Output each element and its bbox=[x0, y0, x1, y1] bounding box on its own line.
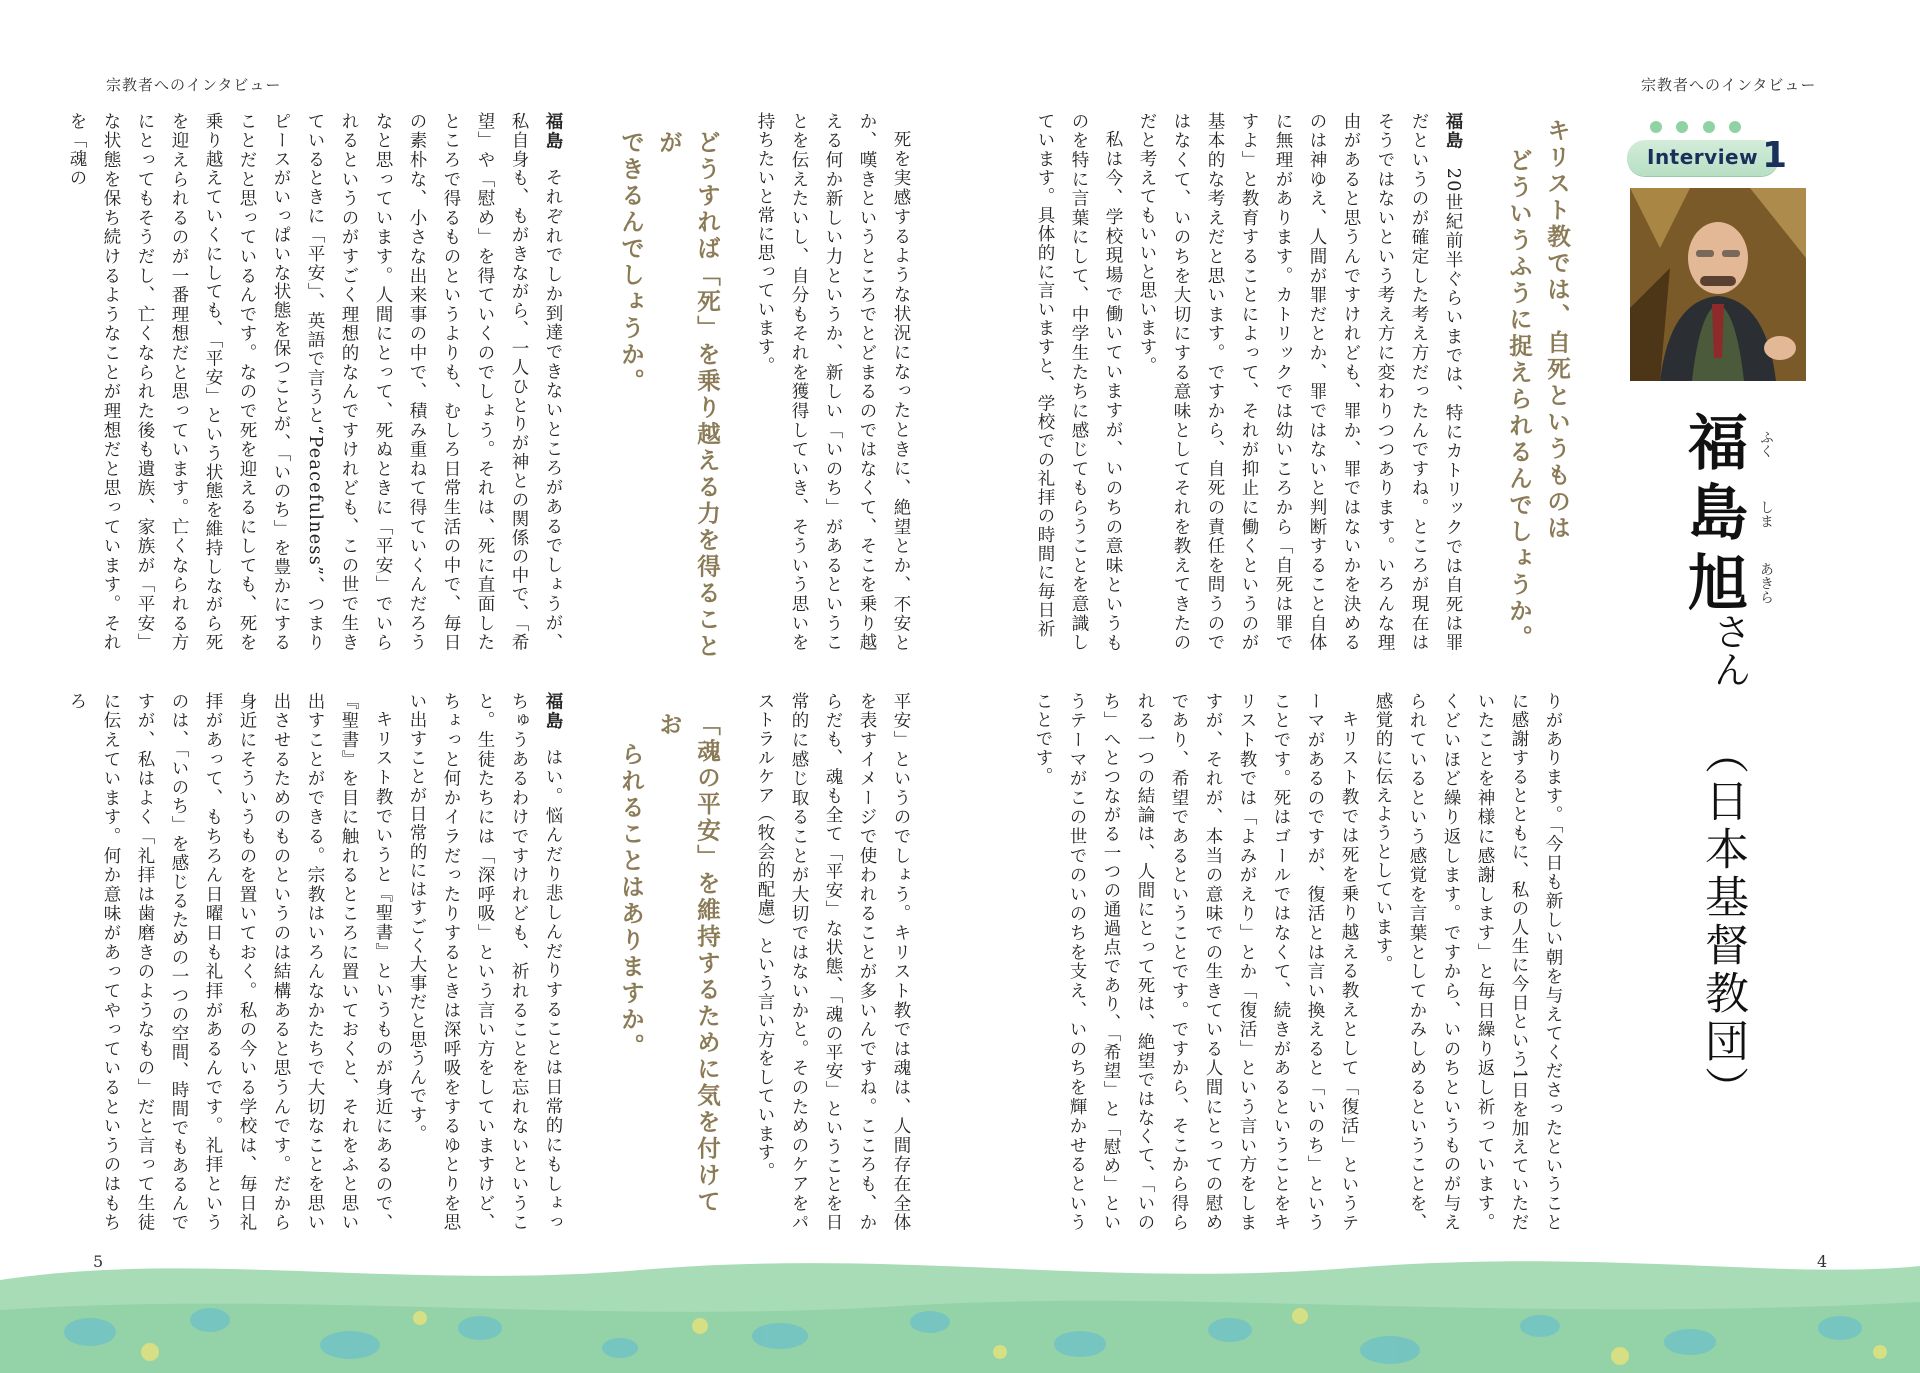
paragraph: キリスト教では死を乗り越える教えとして「復活」というテーマがあるのですが、復活とは言い換えると「いのち」ということです。死はゴールではなくて、続きがあるということをキリスト教では「よみがえり」とか「復活」という言い方をしますが、それが、本当の意味での生きている人間にとっての慰めであり、希望であるということです。ですから、そこから得られる一つの結論は、人間にとって死は、絶望ではなくて、「いのち」へとつながる一つの通過点であり、「希望」と「慰め」というテーマがこの世でのいのちを支え、いのちを輝かせるということです。 bbox=[1033, 692, 1359, 1232]
question-1 bbox=[1500, 118, 1576, 678]
banner-dot bbox=[1650, 121, 1662, 133]
question-2-line-2: できるんでしょうか。 bbox=[617, 130, 645, 395]
honorific: さん bbox=[1707, 612, 1751, 688]
paragraph: 20世紀前半ぐらいまでは、特にカトリックでは自死は罪だというのが確定した考え方だったんですね。ところが現在はそうではないという考え方に変わりつつあります。いろんな理由があると思うんですけれども、罪か、罪ではないかを決めるのは神ゆえ、人間が罪だとか、罪ではないと判断すること自体に無理があります。カトリックでは幼いころから「自死は罪ですよ」と教育することによって、それが抑止に働くというのが基本的な考えだと思います。ですから、自死の責任を問うのではなくて、いのちを大切にする意味としてそれを教えてきたのだと考えてもいいと思います。 bbox=[1137, 112, 1463, 652]
question-3-line-2: られることはありますか。 bbox=[617, 742, 645, 1060]
question-3 bbox=[612, 712, 726, 1232]
decorative-wave bbox=[0, 1240, 1920, 1373]
name-char-2: 島 bbox=[1688, 479, 1748, 549]
paragraph: 平安」というのでしょう。キリスト教では魂は、人間存在全体を表すイメージで使われることが多いんですね。こころも、からだも、魂も全て「平安」な状態、「魂の平安」ということを日常的に感じ取ることが大切ではないかと。そのためのケアをパストラルケア（牧会的配慮）という言い方をしています。 bbox=[755, 692, 911, 1232]
banner-dot bbox=[1729, 121, 1741, 133]
portrait-icon bbox=[1630, 188, 1806, 381]
banner-dot bbox=[1676, 121, 1688, 133]
question-2 bbox=[612, 130, 726, 670]
running-title-right: 宗教者へのインタビュー bbox=[1641, 76, 1817, 94]
right-bottom-column bbox=[1033, 692, 1570, 1232]
question-3-line-1: 「魂の平安」を維持するために気を付けてお bbox=[655, 712, 721, 1216]
portrait-photo bbox=[1630, 188, 1806, 381]
speaker-label: 福島 bbox=[543, 112, 563, 151]
ruby-3: あきら bbox=[1758, 562, 1774, 604]
interview-number: 1 bbox=[1762, 135, 1788, 176]
left-bottom-left-column bbox=[67, 692, 570, 1232]
paragraph: はい。悩んだり悲しんだりすることは日常的にもしょっちゅうあるわけですけれども、祈れることを忘れないということ。生徒たちには「深呼吸」という言い方をしていますけど、ちょっと何かイラだったりするときは深呼吸をするゆとりを思い出すことが日常的にはすごく大事だと思うんです。 bbox=[407, 692, 563, 1232]
running-title-left: 宗教者へのインタビュー bbox=[106, 76, 282, 94]
question-1-line-2: どういうふうに捉えられるんでしょうか。 bbox=[1505, 148, 1533, 652]
organization: （日本基督教団） bbox=[1697, 730, 1748, 1114]
left-top-right-column bbox=[718, 112, 918, 652]
question-1-line-1: キリスト教では、自死というものは bbox=[1543, 118, 1571, 542]
paragraph: キリスト教でいうと『聖書』というものが身近にあるので、『聖書』を目に触れるところに置いておくと、それをふと思い出すことができる。宗教はいろんなかたちで大切なことを思い出させるためのものというのは結構あると思うんです。だから身近にそういうものを置いておく。私の今いる学校は、毎日礼拝があって、もちろん日曜日も礼拝があるんです。礼拝というのは、「いのち」を感じるための一つの空間、時間でもあるんですが、私はよく「礼拝は歯磨きのようなもの」だと言って生徒に伝えています。何か意味があってやっているというのはもちろ bbox=[67, 692, 393, 1232]
ruby-1: ふく bbox=[1758, 430, 1774, 458]
paragraph: 死を実感するような状況になったときに、絶望とか、不安とか、嘆きというところでとどまるのではなくて、そこを乗り越える何か新しい力というか、新しい「いのち」があるということを伝えたいし、自分もそれを獲得していき、そういう思いを持ちたいと常に思っています。 bbox=[755, 112, 911, 652]
paragraph: りがあります。「今日も新しい朝を与えてくださったということに感謝するとともに、私の人生に今日という1日を加えていただいたことを神様に感謝します」と毎日繰り返し祈っています。くどいほど繰り返します。ですから、いのちというものが与えられているという感覚を言葉としてかみしめるということを、感覚的に伝えようとしています。 bbox=[1373, 692, 1563, 1232]
left-top-left-column bbox=[67, 112, 570, 652]
interview-label: Interview bbox=[1647, 145, 1759, 169]
right-top-column bbox=[1035, 112, 1470, 652]
question-2-line-1: どうすれば「死」を乗り越える力を得ることが bbox=[655, 130, 721, 660]
page-number-left: 5 bbox=[93, 1252, 104, 1271]
ruby-2: しま bbox=[1758, 500, 1774, 528]
page-number-right: 4 bbox=[1817, 1252, 1828, 1271]
left-bottom-right-column bbox=[718, 692, 918, 1232]
speaker-label: 福島 bbox=[1443, 112, 1463, 151]
paragraph: それぞれでしか到達できないところがあるでしょうが、私自身も、もがきながら、一人ひとりが神との関係の中で、「希望」や「慰め」を得ていくのでしょう。それは、死に直面したところで得るものというよりも、むしろ日常生活の中で、毎日の素朴な、小さな出来事の中で、積み重ねて得ていくんだろうなと思っています。人間にとって、死ぬときに「平安」でいられるというのがすごく理想的なんですけれども、この世で生きているときに「平安」、英語で言うと“Peacefulness”、つまりピースがいっぱいな状態を保つことが、「いのち」を豊かにすることだと思っているんです。なので死を迎えるにしても、死を乗り越えていくにしても、「平安」という状態を維持しながら死を迎えられるのが一番理想だと思っています。亡くなられる方にとってもそうだし、亡くなられた後も遺族、家族が「平安」な状態を保ち続けるようなことが理想だと思っています。それを「魂の bbox=[67, 112, 563, 652]
name-char-1: 福 bbox=[1688, 409, 1748, 479]
banner-dot bbox=[1703, 121, 1715, 133]
name-char-3: 旭 bbox=[1688, 549, 1748, 619]
paragraph: 私は今、学校現場で働いていますが、いのちの意味というものを特に言葉にして、中学生たちに感じてもらうことを意識しています。具体的に言いますと、学校での礼拝の時間に毎日祈 bbox=[1035, 112, 1123, 652]
speaker-label: 福島 bbox=[543, 692, 563, 731]
